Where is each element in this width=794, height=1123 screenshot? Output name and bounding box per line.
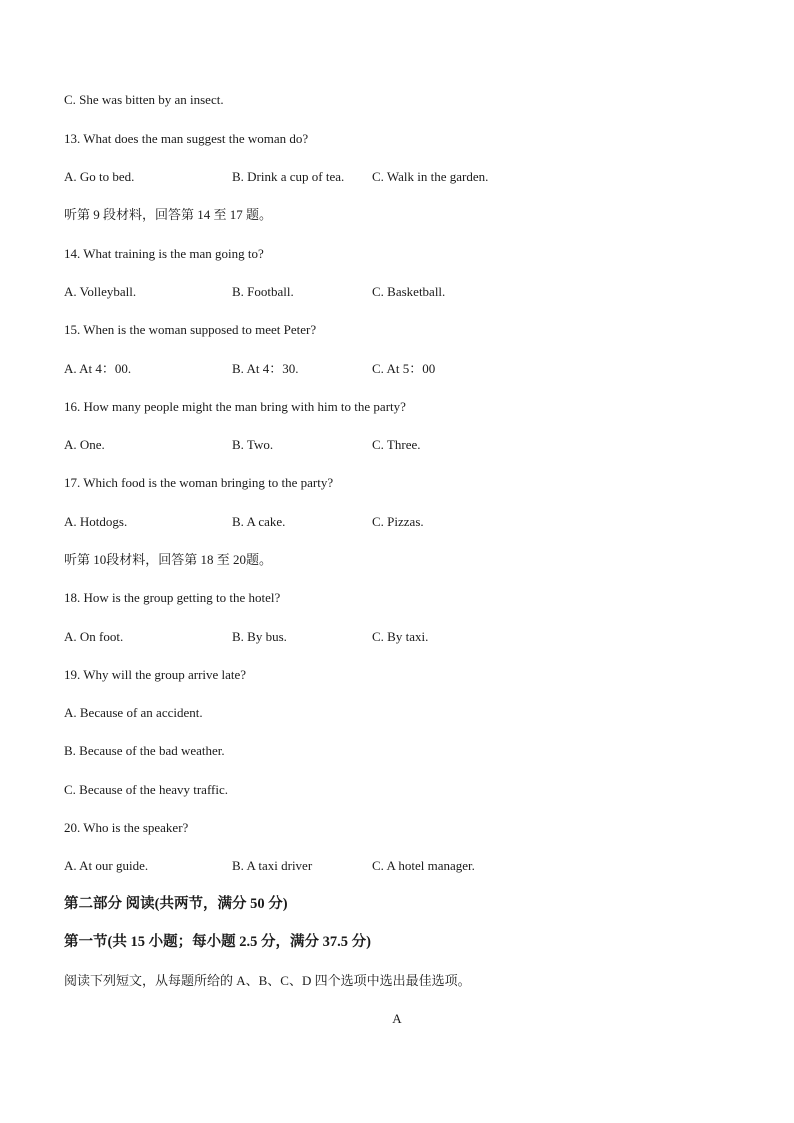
q15-option-a: A. At 4：00. [64, 361, 132, 376]
q18-option-b: B. By bus. [232, 629, 287, 644]
q13-option-c: C. Walk in the garden. [372, 169, 489, 184]
question-20: 20. Who is the speaker? [64, 820, 189, 835]
q15-option-c: C. At 5：00 [372, 361, 436, 376]
q13-option-b: B. Drink a cup of tea. [232, 169, 345, 184]
q19-option-c: C. Because of the heavy traffic. [64, 782, 228, 797]
q18-option-c: C. By taxi. [372, 629, 429, 644]
q13-option-a: A. Go to bed. [64, 169, 135, 184]
section-9-instruction: 听第 9 段材料，回答第 14 至 17 题。 [64, 207, 273, 222]
section-1-heading: 第一节(共 15 小题；每小题 2.5 分，满分 37.5 分) [64, 934, 371, 950]
question-15: 15. When is the woman supposed to meet Peter? [64, 322, 317, 337]
question-17: 17. Which food is the woman bringing to the party? [64, 475, 334, 490]
q14-option-c: C. Basketball. [372, 284, 446, 299]
passage-label: A [392, 1011, 402, 1026]
q18-option-a: A. On foot. [64, 629, 124, 644]
question-14: 14. What training is the man going to? [64, 246, 264, 261]
q19-option-a: A. Because of an accident. [64, 705, 203, 720]
q15-option-b: B. At 4：30. [232, 361, 299, 376]
q16-option-c: C. Three. [372, 437, 421, 452]
question-13: 13. What does the man suggest the woman do? [64, 131, 309, 146]
reading-instruction: 阅读下列短文，从每题所给的 A、B、C、D 四个选项中选出最佳选项。 [64, 973, 471, 988]
q20-option-a: A. At our guide. [64, 858, 149, 873]
q19-option-b: B. Because of the bad weather. [64, 743, 225, 758]
question-16: 16. How many people might the man bring with him to the party? [64, 399, 406, 414]
q17-option-a: A. Hotdogs. [64, 514, 128, 529]
section-10-instruction: 听第 10段材料，回答第 18 至 20题。 [64, 552, 273, 567]
question-18: 18. How is the group getting to the hotel? [64, 590, 281, 605]
q17-option-c: C. Pizzas. [372, 514, 424, 529]
q14-option-b: B. Football. [232, 284, 294, 299]
q20-option-b: B. A taxi driver [232, 858, 313, 873]
q17-option-b: B. A cake. [232, 514, 286, 529]
q20-option-c: C. A hotel manager. [372, 858, 475, 873]
question-19: 19. Why will the group arrive late? [64, 667, 247, 682]
q16-option-b: B. Two. [232, 437, 274, 452]
q16-option-a: A. One. [64, 437, 105, 452]
q12-option-c: C. She was bitten by an insect. [64, 92, 224, 107]
q14-option-a: A. Volleyball. [64, 284, 137, 299]
part-2-heading: 第二部分 阅读(共两节，满分 50 分) [64, 896, 288, 912]
